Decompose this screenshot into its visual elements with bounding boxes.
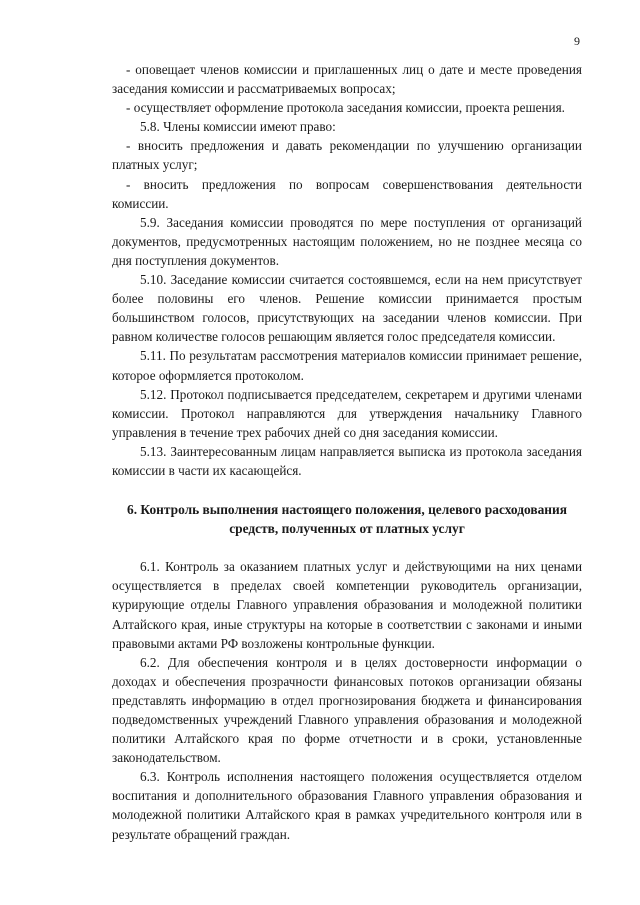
page-number: 9 <box>574 34 580 48</box>
paragraph-5-13: 5.13. Заинтересованным лицам направляется выписка из протокола заседания комиссии в части их касающейся. <box>112 443 582 478</box>
paragraph-6-1: 6.1. Контроль за оказанием платных услуг и действующими на них ценами осуществляется в пределах своей компетенции руководитель организации, курирующие отделы Главного управления образования и молодежной политики Алтайского края, иные структуры на которые в соответствии с законами и иными правовыми актами РФ возложены контрольные функции. <box>112 559 582 651</box>
paragraph-5-9: 5.9. Заседания комиссии проводятся по мере поступления от организаций документов, предусмотренных настоящим положением, но не позднее месяца со дня поступления документов. <box>112 214 582 268</box>
paragraph-5-11: 5.11. По результатам рассмотрения материалов комиссии принимает решение, которое оформляется протоколом. <box>112 348 582 383</box>
paragraph-right-improvement: - вносить предложения по вопросам совершенствования деятельности комиссии. <box>112 176 582 211</box>
section-6-heading <box>112 500 582 538</box>
section-6-heading-line1: 6. Контроль выполнения настоящего положения, целевого расходования <box>127 502 567 518</box>
paragraph-right-proposals: - вносить предложения и давать рекомендации по улучшению организации платных услуг; <box>112 138 582 173</box>
paragraph-6-3: 6.3. Контроль исполнения настоящего положения осуществляется отделом воспитания и дополнительного образования Главного управления образования и молодежной политики Алтайского края в рамках учредительного контроля или в результате обращений граждан. <box>112 769 582 842</box>
paragraph-notify-members: - оповещает членов комиссии и приглашенных лиц о дате и месте проведения заседания комиссии и рассматриваемых вопросах; <box>112 62 582 97</box>
paragraph-protocol-drafting: - осуществляет оформление протокола заседания комиссии, проекта решения. <box>126 100 565 116</box>
document-body <box>112 60 582 844</box>
paragraph-5-10: 5.10. Заседание комиссии считается состоявшемся, если на нем присутствует более половины его членов. Решение комиссии принимается простым большинством голосов, присутствующих на заседании членов комиссии. При равном количестве голосов решающим является голос председателя комиссии. <box>112 272 582 345</box>
paragraph-5-12: 5.12. Протокол подписывается председателем, секретарем и другими членами комиссии. Протокол направляются для утверждения начальнику Главного управления в течение трех рабочих дней со дня заседания комиссии. <box>112 386 582 440</box>
section-6-heading-line2: средств, полученных от платных услуг <box>229 521 465 537</box>
paragraph-5-8: 5.8. Члены комиссии имеют право: <box>140 119 336 135</box>
paragraph-6-2: 6.2. Для обеспечения контроля и в целях достоверности информации о доходах и обеспечения прозрачности финансовых потоков организации обязаны представлять информацию в отдел прогнозирования бюджета и финансирования подведомственных учреждений Главного управления образования и молодежной политики Алтайского края по форме отчетности и в сроки, установленные законодательством. <box>112 654 582 766</box>
